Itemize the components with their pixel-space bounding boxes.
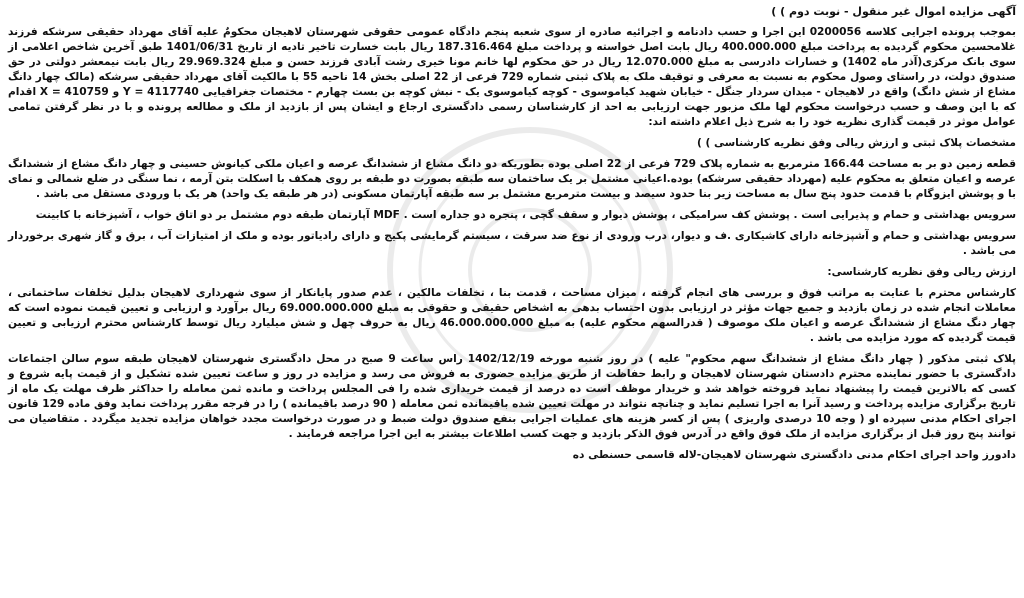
valuation-heading: ارزش ریالی وفق نظریه کارشناسی: bbox=[827, 266, 1016, 278]
second-floor-description: سرویس بهداشتی و حمام و پذیرایی است . پوشش کف سرامیکی ، پوشش دیوار و سقف گچی ، پنجره دو جداره است . MDF آپارتمان طبقه دوم مشتمل بر دو اتاق خواب ، آشپزخانه با کابینت bbox=[35, 209, 1016, 221]
signature-line: دادورز واحد اجرای احکام مدنی دادگستری شهرستان لاهیجان-لاله قاسمی حسنطی ده bbox=[572, 449, 1016, 461]
valuation-paragraph: کارشناس محترم با عنایت به مراتب فوق و بررسی های انجام گرفته ، میزان مساحت ، قدمت بنا ، تخلفات مالکین ، عدم صدور پایانکار از سوی شهرداری لاهیجان بدلیل تخلفات ساختمانی ، معاملات انجام شده در زمان بازدید و جمیع جهات مؤثر در ارزیابی بدون احتساب بدهی به اشخاص حقیقی و حقوقی به مبلغ 69.000.000.000 ریال برآورد و ارزیابی و تعیین قیمت نموده است که چهار دنگ مشاع از ششدانگ عرصه و اعیان ملک موصوف ( قدرالسهم محکوم علیه) به مبلغ 46.000.000.000 ریال به حروف چهل و شش میلیارد ریال توسط کارشناس محترم ارزیابی و تعیین قیمت گردیده که مورد مزایده می باشد . bbox=[8, 287, 1016, 344]
case-paragraph: بموجب پرونده اجرایی کلاسه 0200056 این اجرا و حسب دادنامه و اجرائیه صادره از سوی شعبه پنجم دادگاه عمومی حقوقی شهرستان لاهیجان محکومٌ علیه آقای مهرداد حقیقی سرشکه فرزند غلامحسین محکوم گردیده به پرداخت مبلغ 400.000.000 ریال بابت اصل خواسته و پرداخت مبلغ 187.316.464 ریال بابت خسارت تاخیر تادیه از تاریخ 1401/06/31 طبق آخرین شاخص اعلامی از سوی بانک مرکزی(آذر ماه 1402) و خسارات دادرسی به مبلغ 12.070.000 ریال در حق محکوم لها خانم مونا خیری رشت آبادی فرزند حسن و مبلغ 29.969.324 ریال بابت نیمعشر دولتی در حق صندوق دولت، در راستای وصول محکوم به نسبت به معرفی و توقیف ملک به پلاک ثبتی شماره 729 فرعی از 22 اصلی بخش 14 ناحیه 55 با مالکیت آقای مهرداد حقیقی سرشکه (مالک چهار دانگ مشاع از شش دانگ) واقع در لاهیجان - میدان سردار جنگل - خیابان شهید کیاموسوی - کوچه کیاموسوی یک - نبش کوچه بن بست چهارم - مختصات جغرافیایی 4117740 = Y و 410759 = X اقدام که با این وصف و حسب درخواست محکوم لها ملک مزبور جهت ارزیابی به احد از کارشناسان رسمی دادگستری ارجاع و ایشان پس از بازدید از ملک و مطالعه پرونده و با در نظر گرفتن تمامی عوامل موثر در قیمت گذاری نظریه خود را به شرح ذیل اعلام داشته اند: bbox=[8, 26, 1017, 128]
notice-title: آگهی مزایده اموال غیر منقول - نوبت دوم ) ) bbox=[771, 5, 1016, 18]
auction-notice bbox=[8, 4, 1016, 469]
specs-heading: مشخصات پلاک ثبتی و ارزش ریالی وفق نظریه کارشناسی ) ) bbox=[696, 137, 1016, 149]
property-description: قطعه زمین دو بر به مساحت 166.44 مترمربع به شماره پلاک 729 فرعی از 22 اصلی بوده بطوریکه دو دانگ مشاع از ششدانگ عرصه و اعیان ملکی کیانوش حسینی و چهار دانگ مشاع از ششدانگ عرصه و اعیان متعلق به محکوم علیه (مهرداد حقیقی سرشکه) بوده.اعیانی مشتمل بر یک ساختمان سه طبقه بصورت دو طبقه بر روی همکف با اسکلت بتن آرمه ، نما سنگی در ضلع شمالی و نمای با و پوشش ایزوگام با قدمت حدود پنج سال به مساحت زیر بنا حدود سیصد و بیست مترمربع مشتمل بر سه طبقه آپارتمان مسکونی (در هر طبقه یک واحد) هر یک با ورودی مستقل می باشد . bbox=[8, 158, 1017, 200]
amenities-description: سرویس بهداشتی و حمام و آشپزخانه دارای کاشیکاری .ف و دیوار، درب ورودی از نوع ضد سرقت ، سیستم گرمایشی پکیج و دارای رادیاتور بوده و ملک از امتیازات آب ، برق و گاز شهری برخوردار می باشد . bbox=[8, 230, 1016, 257]
auction-terms-paragraph: پلاک ثبتی مذکور ( چهار دانگ مشاع از ششدانگ سهم محکوم" علیه ) در روز شنبه مورخه 1402/12/19 راس ساعت 9 صبح در محل دادگستری شهرستان لاهیجان طبقه سوم سالن اجتماعات دادگستری با حضور نماینده محترم دادستان شهرستان لاهیجان و رابط حفاظت از طریق مزایده حضوری به فروش می رسد و مزایده در روز و ساعت تعیین شده تشکیل و از قیمت پایه شروع و کسی که بالاترین قیمت را پیشنهاد نماید فروخته خواهد شد و خریدار موظف است ده درصد از قیمت خریداری شده را فی المجلس پرداخت و مانده ثمن معامله را حداکثر ظرف مهلت یک ماه از تاریخ برگزاری مزایده پرداخت و رسید آنرا به اجرا تسلیم نماید و چنانچه نتواند در مهلت تعیین شده باقیمانده ثمن معامله ( 90 درصد باقیمانده ) را در فرجه مقرر پرداخت نماید وفق ماده 129 قانون اجرای احکام مدنی سپرده او ( وجه 10 درصدی واریزی ) پس از کسر هزینه های عملیات اجرایی بنفع صندوق دولت ضبط و در صورت درخواست مجدد خواهان مزایده تجدید میگردد . متقاضیان می توانند پنج روز قبل از برگزاری مزایده از ملک فوق واقع در آدرس فوق الذکر بازدید و جهت کسب اطلاعات بیشتر به این اجرا مراجعه فرمایند . bbox=[8, 353, 1016, 440]
